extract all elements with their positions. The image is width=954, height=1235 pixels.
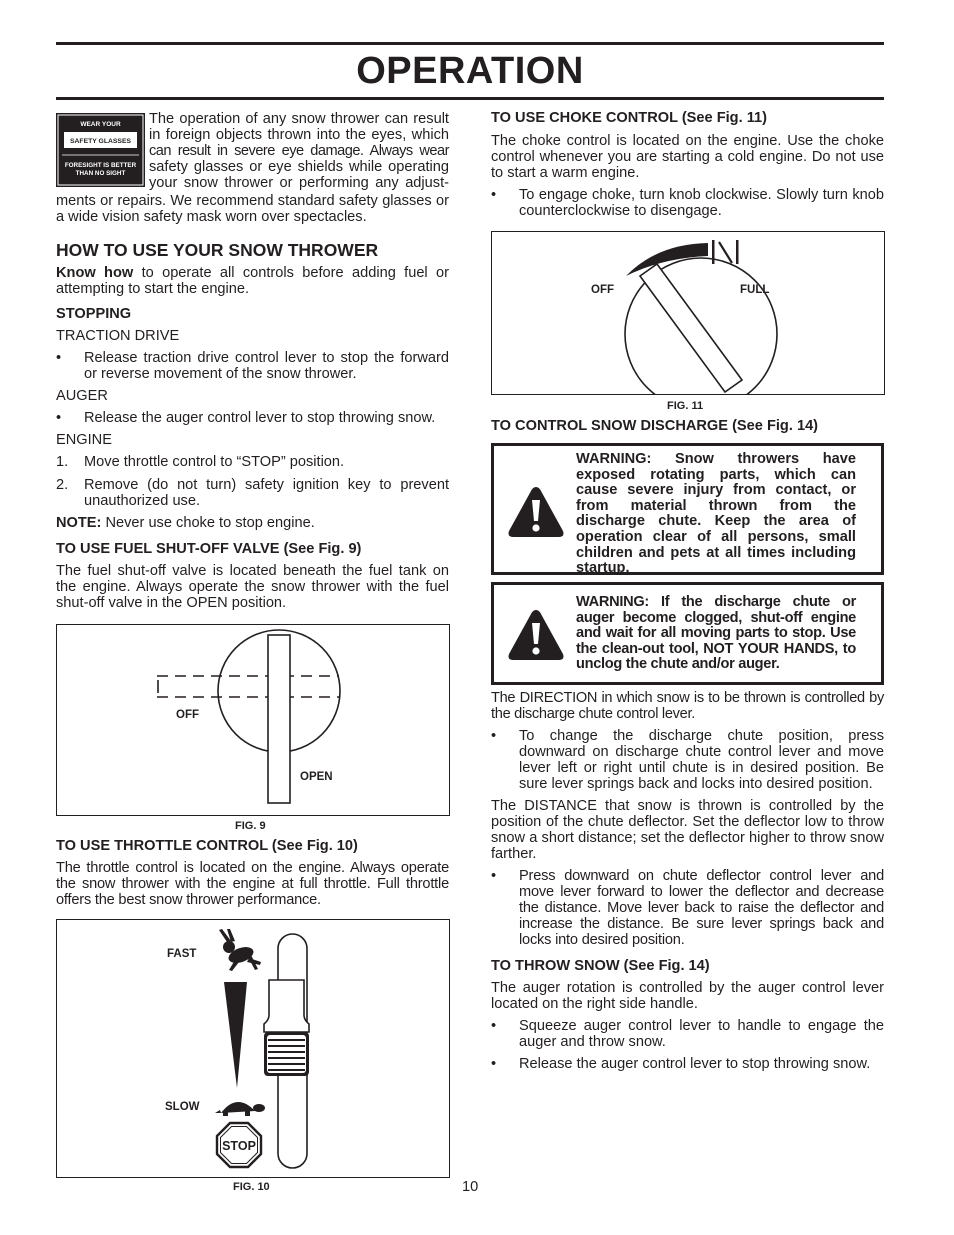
bullet-mark: • xyxy=(491,1018,497,1034)
step-number: 2. xyxy=(56,477,69,493)
fig11-full-label: FULL xyxy=(740,284,770,296)
fig10-fast-label: FAST xyxy=(167,948,197,960)
page-title: OPERATION xyxy=(356,50,584,92)
intro-line: in foreign objects thrown into the eyes, which xyxy=(149,127,449,143)
note-text: Never use choke to stop engine. xyxy=(101,515,315,531)
know-how-text: to operate all controls before adding fuel or attempting to start the engine. xyxy=(56,265,449,297)
throttle-heading: TO USE THROTTLE CONTROL (See Fig. 10) xyxy=(56,838,358,854)
warning-triangle-icon xyxy=(506,607,566,663)
throw-bullet-1 xyxy=(491,1018,884,1050)
intro-line: can result in severe eye damage. Always wear xyxy=(149,143,449,159)
fig11-off-label: OFF xyxy=(591,284,614,296)
stopping-heading: STOPPING xyxy=(56,306,132,322)
figure-9-fuel-valve xyxy=(56,624,450,816)
sign-line-2: SAFETY GLASSES xyxy=(69,138,132,145)
figure-10-throttle xyxy=(56,919,450,1178)
fig9-caption: FIG. 9 xyxy=(235,820,266,832)
sign-line-4: THAN NO SIGHT xyxy=(75,170,126,177)
bullet-mark: • xyxy=(56,410,62,426)
step-number: 1. xyxy=(56,454,69,470)
fig11-caption: FIG. 11 xyxy=(667,400,704,412)
engine-step-2 xyxy=(56,477,449,509)
distance-paragraph: The DISTANCE that snow is thrown is controlled by the position of the chute deflector. Set the deflector low to throw snow a short distance; set the deflector higher to throw snow farther. xyxy=(491,798,884,862)
discharge-heading: TO CONTROL SNOW DISCHARGE (See Fig. 14) xyxy=(491,418,819,434)
page-number: 10 xyxy=(462,1179,479,1195)
know-how-bold: Know how xyxy=(56,265,134,281)
bullet-mark: • xyxy=(491,187,497,203)
auger-bullet xyxy=(56,410,449,426)
bullet-mark: • xyxy=(491,728,497,744)
warning-1-text: WARNING: Snow throwers have exposed rotating parts, which can cause severe injury from contact, or from material thrown from the discharge chute. Keep the area of operation clear of all persons, small children and pets at all times including startup. xyxy=(576,451,856,577)
how-to-heading: HOW TO USE YOUR SNOW THROWER xyxy=(56,240,379,260)
left-column xyxy=(56,240,449,611)
throttle-section xyxy=(56,838,449,908)
warning-box-1 xyxy=(491,443,884,575)
warning-2-text: WARNING: If the discharge chute or auger become clogged, shut-off engine and wait for all moving parts to stop. Use the clean-out tool, NOT YOUR HANDS, to unclog the chute and/or auger. xyxy=(576,594,856,673)
engine-step-1-text: Move throttle control to “STOP” position. xyxy=(84,454,345,470)
direction-paragraph: The DIRECTION in which snow is to be thrown is controlled by the discharge chute control lever. xyxy=(491,690,884,722)
direction-bullet-text: To change the discharge chute position, press downward on discharge chute control lever and move lever left or right until chute is in desired position. Be sure lever springs back and locks into desired position. xyxy=(519,728,884,792)
right-column-top xyxy=(491,110,884,219)
choke-paragraph: The choke control is located on the engine. Use the choke control whenever you are starting a cold engine. Do not use to start a warm engine. xyxy=(491,133,884,181)
title-underline xyxy=(56,97,884,100)
sign-line-1: WEAR YOUR xyxy=(80,121,121,128)
fig10-caption: FIG. 10 xyxy=(233,1181,270,1193)
fig9-off-label: OFF xyxy=(176,709,199,721)
throw-bullet-2 xyxy=(491,1056,884,1072)
engine-label: ENGINE xyxy=(56,432,112,448)
intro-line: safety glasses or eye shields while operating xyxy=(149,159,449,175)
engine-step-1 xyxy=(56,454,449,470)
auger-bullet-text: Release the auger control lever to stop throwing snow. xyxy=(84,410,436,426)
throw-bullet-1-text: Squeeze auger control lever to handle to engage the auger and throw snow. xyxy=(519,1018,884,1050)
traction-bullet-text: Release traction drive control lever to stop the forward or reverse movement of the snow thrower. xyxy=(84,350,449,382)
note-bold: NOTE: xyxy=(56,515,102,531)
fuel-paragraph: The fuel shut-off valve is located beneath the fuel tank on the engine. Always operate the snow thrower with the fuel shut-off valve in the OPEN position. xyxy=(56,563,449,611)
right-column-bottom xyxy=(491,690,884,1072)
intro-line: your snow thrower or performing any adjust- xyxy=(149,175,449,191)
traction-drive-label: TRACTION DRIVE xyxy=(56,328,180,344)
auger-label: AUGER xyxy=(56,388,108,404)
bullet-mark: • xyxy=(491,1056,497,1072)
intro-paragraph-top xyxy=(149,111,449,191)
choke-bullet xyxy=(491,187,884,219)
throw-heading: TO THROW SNOW (See Fig. 14) xyxy=(491,958,710,974)
throw-bullet-2-text: Release the auger control lever to stop throwing snow. xyxy=(519,1056,871,1072)
traction-bullet xyxy=(56,350,449,382)
warning-box-2 xyxy=(491,582,884,685)
direction-bullet xyxy=(491,728,884,792)
warning-triangle-icon xyxy=(506,484,566,540)
distance-bullet-text: Press downward on chute deflector control lever and move lever forward to lower the deflector and decrease the distance. Move lever back to raise the deflector and increase the distance. Be sure lever springs back and locks into desired position. xyxy=(519,868,884,948)
sign-line-3: FORESIGHT IS BETTER xyxy=(64,162,137,169)
fuel-heading: TO USE FUEL SHUT-OFF VALVE (See Fig. 9) xyxy=(56,541,362,557)
fig10-slow-label: SLOW xyxy=(165,1101,200,1113)
stop-sign-label: STOP xyxy=(222,1139,256,1153)
figure-11-choke xyxy=(491,231,885,395)
choke-bullet-text: To engage choke, turn knob clockwise. Slowly turn knob counterclockwise to disengage. xyxy=(519,187,884,219)
throw-paragraph: The auger rotation is controlled by the auger control lever located on the right side handle. xyxy=(491,980,884,1012)
top-rule xyxy=(56,42,884,45)
intro-line: The operation of any snow thrower can result xyxy=(149,111,449,127)
safety-glasses-sign xyxy=(56,113,145,187)
intro-paragraph-tail: ments or repairs. We recommend standard safety glasses or a wide vision safety mask worn over spectacles. xyxy=(56,193,449,225)
choke-heading: TO USE CHOKE CONTROL (See Fig. 11) xyxy=(491,110,767,126)
bullet-mark: • xyxy=(491,868,496,884)
fig9-open-label: OPEN xyxy=(300,771,333,783)
note-paragraph xyxy=(56,515,449,531)
throttle-paragraph: The throttle control is located on the engine. Always operate the snow thrower with the engine at full throttle. Full throttle offers the best snow thrower performance. xyxy=(56,860,449,908)
know-how-paragraph xyxy=(56,265,449,297)
distance-bullet xyxy=(491,868,884,948)
engine-step-2-text: Remove (do not turn) safety ignition key to prevent unauthorized use. xyxy=(84,477,449,509)
bullet-mark: • xyxy=(56,350,62,366)
